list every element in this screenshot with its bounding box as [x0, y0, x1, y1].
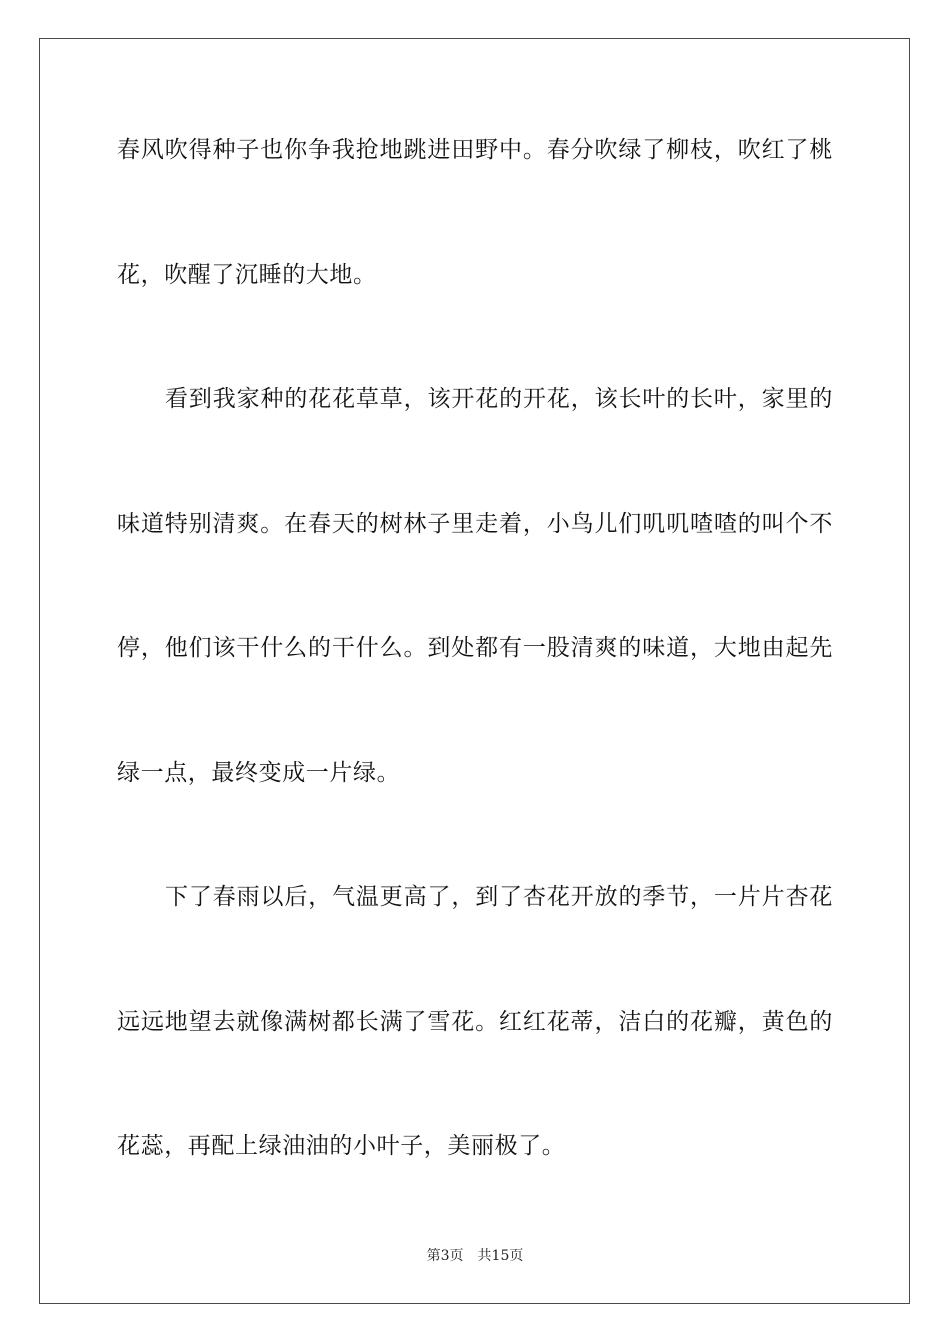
paragraph-line: 下了春雨以后，气温更高了，到了杏花开放的季节，一片片杏花: [165, 884, 833, 910]
paragraph-line: 停，他们该干什么的干什么。到处都有一股清爽的味道，大地由起先: [117, 635, 833, 661]
paragraph-line: 花蕊，再配上绿油油的小叶子，美丽极了。: [117, 1133, 566, 1159]
paragraph-line: 味道特别清爽。在春天的树林子里走着，小鸟儿们叽叽喳喳的叫个不: [117, 511, 833, 537]
page-total: 共15页: [477, 1248, 524, 1264]
paragraph-line: 绿一点，最终变成一片绿。: [117, 760, 401, 786]
paragraph-line: 远远地望去就像满树都长满了雪花。红红花蒂，洁白的花瓣，黄色的: [117, 1009, 833, 1035]
page-border: [39, 38, 910, 1304]
paragraph-line: 看到我家种的花花草草，该开花的开花，该长叶的长叶，家里的: [165, 386, 833, 412]
paragraph-line: 花，吹醒了沉睡的大地。: [117, 262, 377, 288]
page-footer: [0, 1246, 950, 1266]
paragraph-line: 春风吹得种子也你争我抢地跳进田野中。春分吹绿了柳枝，吹红了桃: [117, 137, 833, 163]
page-number: 第3页: [426, 1248, 464, 1264]
